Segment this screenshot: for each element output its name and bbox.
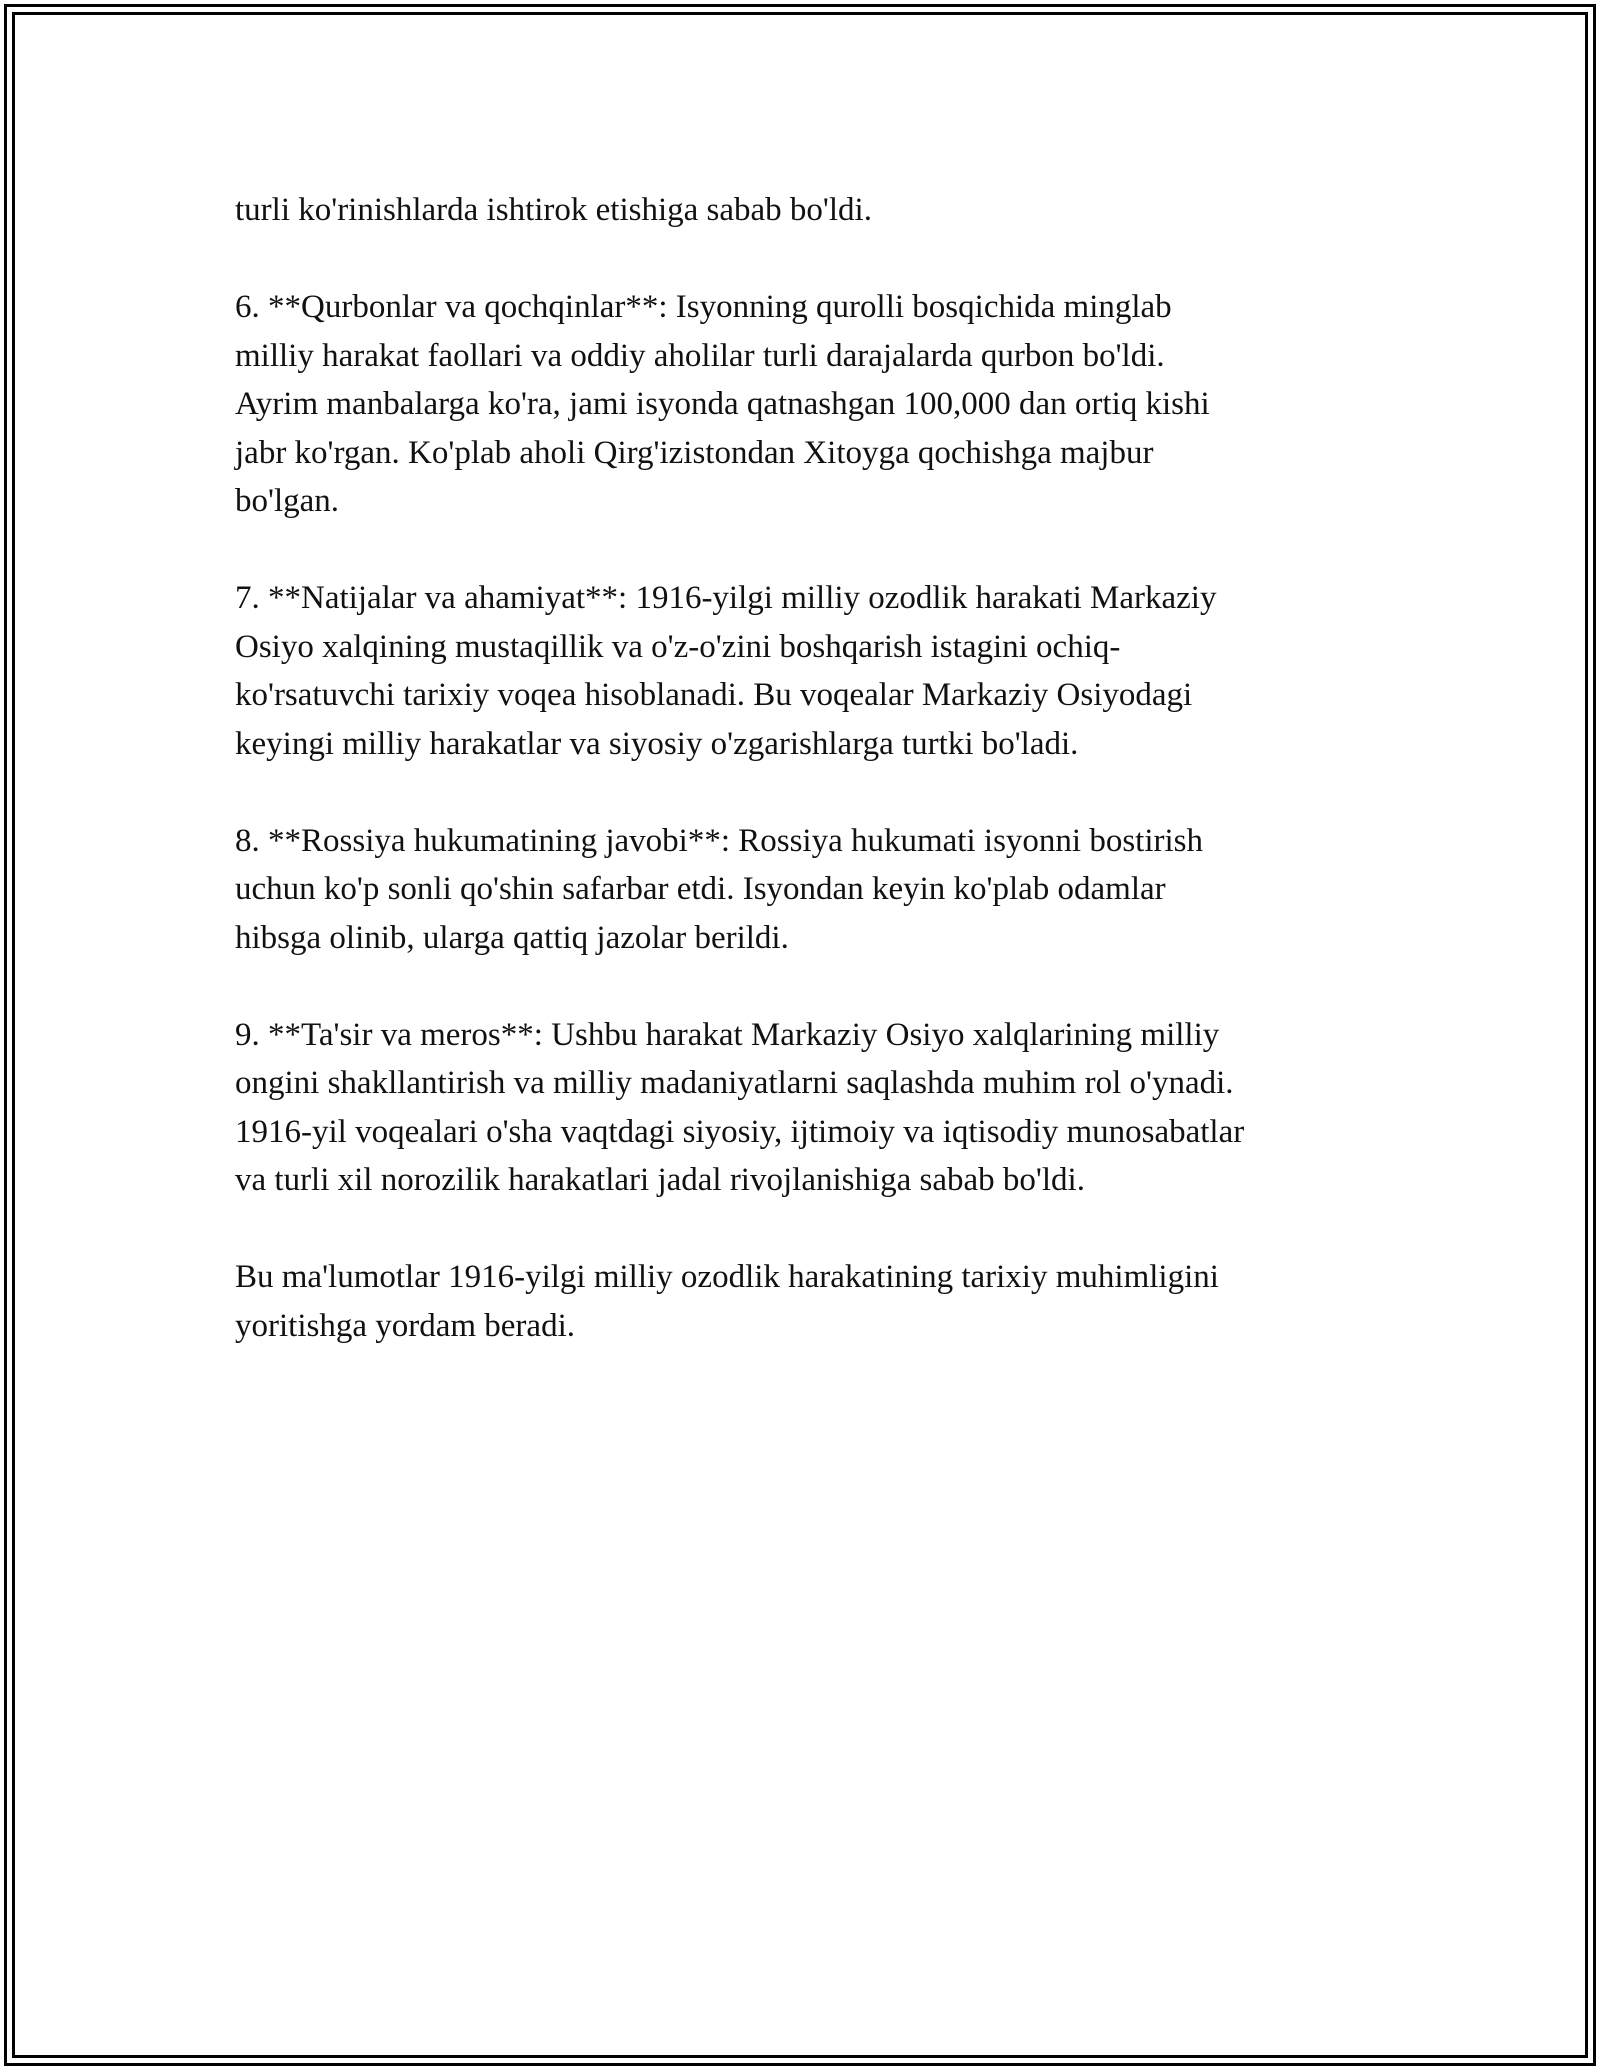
paragraph-impact-legacy: 9. **Ta'sir va meros**: Ushbu harakat Markaziy Osiyo xalqlarining milliy ongini shakllantirish va milliy madaniyatlarni saqlashda muhim rol o'ynadi. 1916-yil voqealari o'sha vaqtdagi siyosiy, ijtimoiy va iqtisodiy munosabatlar va turli xil norozilik harakatlari jadal rivojlanishiga sabab bo'ldi. <box>235 1016 1245 1198</box>
paragraph-conclusion: Bu ma'lumotlar 1916-yilgi milliy ozodlik harakatining tarixiy muhimligini yoritishga yordam beradi. <box>235 1259 1219 1344</box>
paragraph-results-significance: 7. **Natijalar va ahamiyat**: 1916-yilgi milliy ozodlik harakati Markaziy Osiyo xalqining mustaqillik va o'z-o'zini boshqarish istagini ochiq- ko'rsatuvchi tarixiy voqea hisoblanadi. Bu voqealar Markaziy Osiyodagi keyingi milliy harakatlar va siyosiy o'zgarishlarga turtki bo'ladi. <box>235 580 1217 762</box>
paragraph-russian-response: 8. **Rossiya hukumatining javobi**: Rossiya hukumati isyonni bostirish uchun ko'p sonli qo'shin safarbar etdi. Isyondan keyin ko'plab odamlar hibsga olinib, ularga qattiq jazolar berildi. <box>235 822 1204 956</box>
document-body <box>235 186 1365 1399</box>
paragraph-victims-refugees: 6. **Qurbonlar va qochqinlar**: Isyonning qurolli bosqichida minglab milliy harakat faollari va oddiy aholilar turli darajalarda qurbon bo'ldi. Ayrim manbalarga ko'ra, jami isyonda qatnashgan 100,000 dan ortiq kishi jabr ko'rgan. Ko'plab aholi Qirg'izistondan Xitoyga qochishga majbur bo'lgan. <box>235 289 1210 519</box>
paragraph-continuation: turli ko'rinishlarda ishtirok etishiga sabab bo'ldi. <box>235 192 872 228</box>
